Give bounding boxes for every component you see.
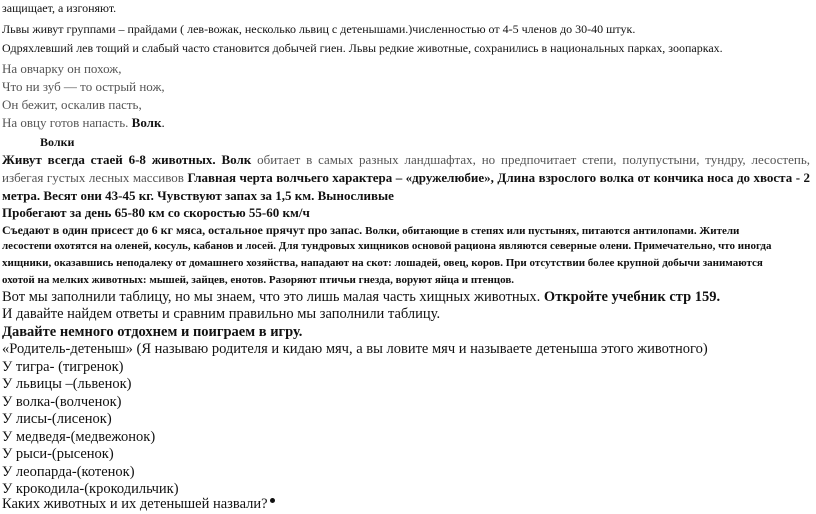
table-line-1 [2,290,720,305]
wolves-line-7: хищники, оказавшись неподалеку от домашнего хозяйства, нападают на скот: лошадей, овец, коров. При отсутствии более крупной добычи занимаются [2,257,763,269]
wolves-line-5-a: Съедают в один присест до 6 кг мяса, остальное прячут про запас. [2,223,363,237]
wolves-line-8: охотой на мелких животных: мышей, зайцев, енотов. Разоряют птичьи гнезда, воруют яйца и птенцов. [2,274,515,286]
game-heading: Давайте немного отдохнем и поиграем в игру. [2,324,303,340]
poem-answer: Волк [131,115,162,130]
text-line-2: Львы живут группами – прайдами ( лев-вожак, несколько львиц с детенышами.)численностью от 4-5 членов до 30-40 штук. [2,22,636,36]
wolves-line-1 [2,153,810,166]
bullet-icon [270,498,275,503]
wolves-line-1-c: обитает в самых разных ландшафтах, но предпочитает степи, полупустыни, тундру, лесостепь, [257,152,810,167]
table-line-2: И давайте найдем ответы и сравним правильно мы заполнили таблицу. [2,306,441,322]
wolves-line-2-b: Главная черта волчьего характера – «дружелюбие», Длина взрослого волка от кончика носа до хвоста - 2 [187,170,811,185]
wolves-heading: Волки [40,135,75,149]
answer-bear: У медведя-(медвежонок) [2,429,156,445]
table-line-1-a: Вот мы заполнили таблицу, но мы знаем, что это лишь малая часть хищных животных. [2,289,541,305]
poem-line-2: Что ни зуб — то острый нож, [2,79,165,94]
answer-lioness: У львицы –(львенок) [2,376,132,392]
wolves-line-2-a: избегая густых лесных массивов [2,170,184,185]
answer-wolf: У волка-(волченок) [2,394,122,410]
wolves-line-2 [2,171,810,184]
answer-tiger: У тигра- (тигренок) [2,359,124,375]
wolves-line-5 [2,224,739,237]
wolves-line-5-b: Волки, обитающие в степях или пустынях, питаются антилопами. Жители [365,225,740,237]
textbook-reference: Откройте учебник стр 159. [543,289,721,305]
closing-question [2,497,275,512]
closing-question-text: Каких животных и их детенышей назвали? [2,496,268,512]
wolves-line-1-b: Волк [221,152,252,167]
poem-line-4-end: . [161,115,165,130]
wolves-line-3: метра. Весят они 43-45 кг. Чувствуют запах за 1,5 км. Выносливые [2,188,394,203]
answer-fox: У лисы-(лисенок) [2,411,112,427]
answer-crocodile: У крокодила-(крокодильчик) [2,481,179,497]
poem-line-3: Он бежит, оскалив пасть, [2,97,142,112]
text-line-1: защищает, а изгоняют. [2,1,117,15]
wolves-line-1-a: Живут всегда стаей 6-8 животных. [2,152,216,167]
answer-leopard: У леопарда-(котенок) [2,464,135,480]
poem-line-1: На овчарку он похож, [2,61,122,76]
game-description: «Родитель-детеныш» (Я называю родителя и кидаю мяч, а вы ловите мяч и называете детеныша этого животного) [2,341,708,357]
wolves-line-4: Пробегают за день 65-80 км со скоростью 55-60 км/ч [2,205,310,220]
wolves-line-6: лесостепи охотятся на оленей, косуль, кабанов и лосей. Для тундровых хищников основой рациона являются северные олени. Примечательно, что иногда [2,240,772,252]
text-line-3: Одряхлевший лев тощий и слабый часто становится добычей гиен. Львы редкие животные, сохранились в национальных парках, зоопарках. [2,41,723,55]
poem-line-4-text: На овцу готов напасть. [2,115,129,130]
poem-line-4 [2,116,165,129]
answer-lynx: У рыси-(рысенок) [2,446,114,462]
